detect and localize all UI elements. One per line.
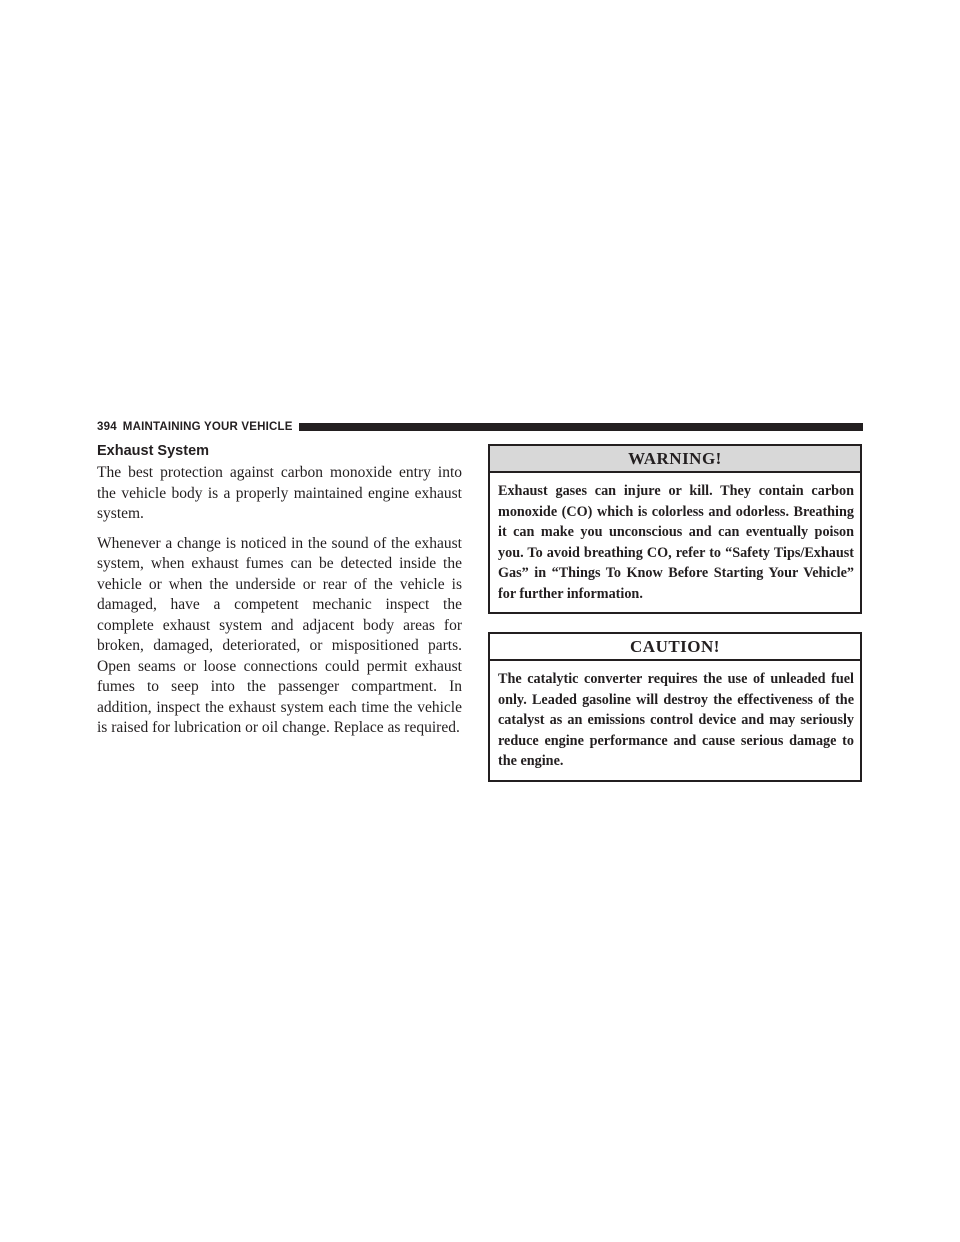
section-title: Exhaust System [97,443,210,459]
paragraph-intro: The best protection against carbon monoxide entry into the vehicle body is a properly maintained engine exhaust system. [97,464,462,522]
paragraph-inspection: Whenever a change is noticed in the sound of the exhaust system, when exhaust fumes can be detected inside the vehicle or when the underside or rear of the vehicle is damaged, have a competent mechanic inspect the complete exhaust system and adjacent body areas for broken, damaged, deteriorated, or mispositioned parts. Open seams or loose connections could permit exhaust fumes to seep into the passenger compartment. In addition, inspect the exhaust system each time the vehicle is raised for lubrication or oil change. Replace as required. [97,534,462,736]
page-header [97,419,863,435]
caution-box [488,632,862,782]
header-text [97,421,293,433]
warning-title: WARNING! [490,446,860,473]
header-rule [299,423,863,431]
warning-text: Exhaust gases can injure or kill. They contain carbon monoxide (CO) which is colorless and odorless. Breathing it can make you unconscious and can eventually poison you. To avoid breathing CO, refer to “Safety Tips/Exhaust Gas” in “Things To Know Before Starting Your Vehicle” for further information. [498,483,854,602]
caution-text: The catalytic converter requires the use of unleaded fuel only. Leaded gasoline will destroy the effectiveness of the catalyst as an emissions control device and may seriously reduce engine performance and cause serious damage to the engine. [498,671,854,769]
page-number: 394 [97,421,117,433]
caution-title: CAUTION! [490,634,860,661]
section-name: MAINTAINING YOUR VEHICLE [122,421,293,433]
warning-box [488,444,862,614]
main-column [97,442,462,748]
